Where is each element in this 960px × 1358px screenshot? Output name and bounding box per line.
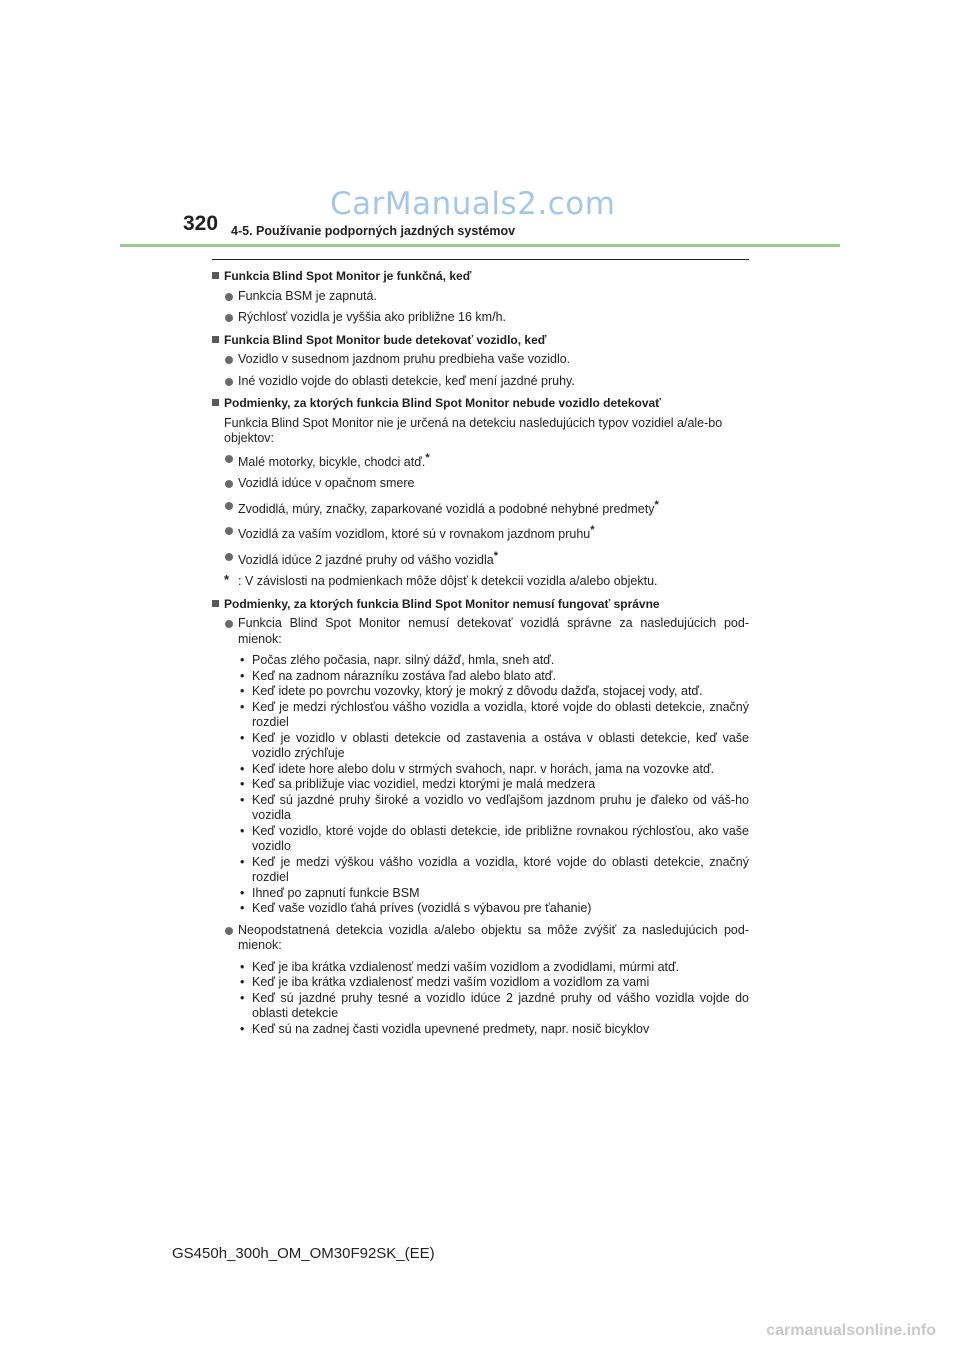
footnote-text: : V závislosti na podmienkach môže dôjsť k detekcii vozidla a/alebo objektu. xyxy=(238,574,658,588)
list-item xyxy=(212,352,749,368)
sub-list xyxy=(212,653,749,917)
circle-bullet-icon xyxy=(225,527,233,535)
square-bullet-icon xyxy=(212,336,219,343)
list-item xyxy=(212,549,749,569)
list-item-text: Vozidlá za vaším vozidlom, ktoré sú v rovnakom jazdnom pruhu xyxy=(238,527,591,541)
section-title: 4-5. Používanie podporných jazdných systémov xyxy=(231,224,516,238)
page-content xyxy=(212,266,749,1043)
sub-bullet-icon: • xyxy=(240,990,245,1005)
list-item-text: Funkcia Blind Spot Monitor nemusí detekovať vozidlá správne za nasledujúcich pod-mienok: xyxy=(238,616,749,646)
sub-list-item xyxy=(238,793,749,824)
sub-list-item-text: Keď vaše vozidlo ťahá príves (vozidlá s výbavou pre ťahanie) xyxy=(252,901,592,915)
sub-list-item-text: Keď je medzi výškou vášho vozidla a vozidla, ktoré vojde do oblasti detekcie, značný rozdiel xyxy=(252,854,749,884)
section xyxy=(212,269,749,326)
sub-list-item xyxy=(238,991,749,1022)
sub-list-item xyxy=(238,901,749,917)
sub-list-item-text: Keď na zadnom nárazníku zostáva ľad alebo blato atď. xyxy=(252,668,556,683)
sub-list-item-text: Keď je vozidlo v oblasti detekcie od zastavenia a ostáva v oblasti detekcie, keď vaše vozidlo zrýchľuje xyxy=(252,730,749,760)
sub-list-item-text: Keď je iba krátka vzdialenosť medzi vaším vozidlom a zvodidlami, múrmi atď. xyxy=(252,959,680,974)
circle-bullet-icon xyxy=(225,293,233,301)
sub-list-item xyxy=(238,960,749,976)
circle-bullet-icon xyxy=(225,314,233,322)
sub-list-item-text: Keď je medzi rýchlosťou vášho vozidla a vozidla, ktoré vojde do oblasti detekcie, značný rozdiel xyxy=(252,699,749,729)
watermark-logo: CarManuals2.com xyxy=(330,186,616,222)
section-heading xyxy=(212,269,749,285)
footnote-mark: * xyxy=(224,572,230,587)
section-heading-text: Podmienky, za ktorých funkcia Blind Spot Monitor nemusí fungovať správne xyxy=(224,596,660,611)
sub-list-item xyxy=(238,762,749,778)
watermark-footer: carmanualsonline.info xyxy=(766,1322,936,1339)
sub-list-item-text: Keď sa približuje viac vozidiel, medzi ktorými je malá medzera xyxy=(252,777,596,791)
list-item-text: Neopodstatnená detekcia vozidla a/alebo objektu sa môže zvýšiť za nasledujúcich pod-mienok: xyxy=(238,922,749,952)
list-item-text: Rýchlosť vozidla je vyššia ako približne 16 km/h. xyxy=(238,310,506,324)
sub-list-item-text: Keď je iba krátka vzdialenosť medzi vaším vozidlom a vozidlom za vami xyxy=(252,975,650,989)
footnote-star: * xyxy=(425,451,430,464)
sub-list-item xyxy=(238,653,749,669)
sub-bullet-icon: • xyxy=(240,792,245,807)
sub-list-item-text: Keď sú na zadnej časti vozidla upevnené predmety, napr. nosič bicyklov xyxy=(252,1021,650,1036)
sub-bullet-icon: • xyxy=(240,1021,245,1036)
list-item xyxy=(212,476,749,492)
list-item-text: Vozidlá idúce 2 jazdné pruhy od vášho vozidla xyxy=(238,552,494,567)
sub-list-item xyxy=(238,1022,749,1038)
section-heading xyxy=(212,333,749,349)
section xyxy=(212,597,749,1038)
section xyxy=(212,396,749,590)
sub-bullet-icon: • xyxy=(240,959,245,974)
sub-bullet-icon: • xyxy=(240,975,245,989)
sub-list-item xyxy=(238,855,749,886)
footnote-star: * xyxy=(590,524,595,536)
section-heading-text: Funkcia Blind Spot Monitor je funkčná, keď xyxy=(224,269,472,283)
sub-bullet-icon: • xyxy=(240,854,245,869)
page-number: 320 xyxy=(183,212,219,235)
circle-bullet-icon xyxy=(225,927,233,935)
circle-bullet-icon xyxy=(225,620,233,628)
circle-bullet-icon xyxy=(225,502,233,510)
content-rule xyxy=(212,259,749,260)
sub-list-item xyxy=(238,731,749,762)
sub-bullet-icon: • xyxy=(240,777,245,791)
list-item xyxy=(212,498,749,518)
section-intro: Funkcia Blind Spot Monitor nie je určená na detekciu nasledujúcich typov vozidiel a/ale-bo objektov: xyxy=(224,415,723,445)
list-item-text: Malé motorky, bicykle, chodci atď. xyxy=(238,454,426,469)
list-item xyxy=(212,923,749,954)
sub-list xyxy=(212,960,749,1038)
list-item xyxy=(212,451,749,471)
sub-list-item-text: Keď vozidlo, ktoré vojde do oblasti detekcie, ide približne rovnakou rýchlosťou, ako vaše vozidlo xyxy=(252,823,749,853)
sub-bullet-icon: • xyxy=(240,885,245,900)
section-heading-text: Podmienky, za ktorých funkcia Blind Spot Monitor nebude vozidlo detekovať xyxy=(224,396,661,410)
sub-list-item-text: Keď sú jazdné pruhy tesné a vozidlo idúce 2 jazdné pruhy od vášho vozidla vojde do oblasti detekcie xyxy=(252,990,749,1020)
sub-bullet-icon: • xyxy=(240,668,245,683)
sub-list-item xyxy=(238,669,749,685)
sub-bullet-icon: • xyxy=(240,901,245,915)
footnote-star: * xyxy=(654,498,659,511)
footnote-star: * xyxy=(493,549,499,562)
list-item-text: Vozidlá idúce v opačnom smere xyxy=(238,476,415,490)
list-item-text: Vozidlo v susednom jazdnom pruhu predbieha vaše vozidlo. xyxy=(238,352,571,366)
footnote xyxy=(212,574,749,590)
sub-list-item xyxy=(238,684,749,700)
list-item xyxy=(212,374,749,390)
list-item xyxy=(212,310,749,326)
square-bullet-icon xyxy=(212,399,219,406)
document-code: GS450h_300h_OM_OM30F92SK_(EE) xyxy=(172,1245,435,1262)
sub-list-item xyxy=(238,975,749,991)
sub-list-item-text: Ihneď po zapnutí funkcie BSM xyxy=(252,885,420,900)
section-heading xyxy=(212,597,749,613)
square-bullet-icon xyxy=(212,272,219,279)
list-item-text: Funkcia BSM je zapnutá. xyxy=(238,288,377,303)
sub-list-item xyxy=(238,886,749,902)
sub-list-item xyxy=(238,777,749,793)
sub-list-item-text: Keď idete hore alebo dolu v strmých svahoch, napr. v horách, jama na vozovke atď. xyxy=(252,761,715,776)
sub-bullet-icon: • xyxy=(240,653,245,667)
sub-list-item-text: Keď sú jazdné pruhy široké a vozidlo vo vedľajšom jazdnom pruhu je ďaleko od váš-ho vozidla xyxy=(252,792,749,822)
sub-bullet-icon: • xyxy=(240,684,245,698)
circle-bullet-icon xyxy=(225,455,233,463)
list-item xyxy=(212,289,749,305)
list-item-text: Iné vozidlo vojde do oblasti detekcie, keď mení jazdné pruhy. xyxy=(238,373,575,388)
circle-bullet-icon xyxy=(225,356,233,364)
circle-bullet-icon xyxy=(225,480,233,488)
header-rule xyxy=(120,244,840,247)
circle-bullet-icon xyxy=(225,378,233,386)
sub-list-item-text: Počas zlého počasia, napr. silný dážď, hmla, sneh atď. xyxy=(252,653,555,667)
sub-bullet-icon: • xyxy=(240,730,245,745)
circle-bullet-icon xyxy=(225,553,233,561)
section-heading-text: Funkcia Blind Spot Monitor bude detekovať vozidlo, keď xyxy=(224,332,547,347)
square-bullet-icon xyxy=(212,600,219,607)
sub-bullet-icon: • xyxy=(240,823,245,838)
section-heading xyxy=(212,396,749,412)
sub-list-item-text: Keď idete po povrchu vozovky, ktorý je mokrý z dôvodu dažďa, stojacej vody, atď. xyxy=(252,684,703,698)
section xyxy=(212,333,749,390)
sub-bullet-icon: • xyxy=(240,761,245,776)
list-item xyxy=(212,523,749,543)
sub-bullet-icon: • xyxy=(240,699,245,714)
list-item xyxy=(212,616,749,647)
sub-list-item xyxy=(238,700,749,731)
sub-list-item xyxy=(238,824,749,855)
list-item-text: Zvodidlá, múry, značky, zaparkované vozidlá a podobné nehybné predmety xyxy=(238,501,655,516)
